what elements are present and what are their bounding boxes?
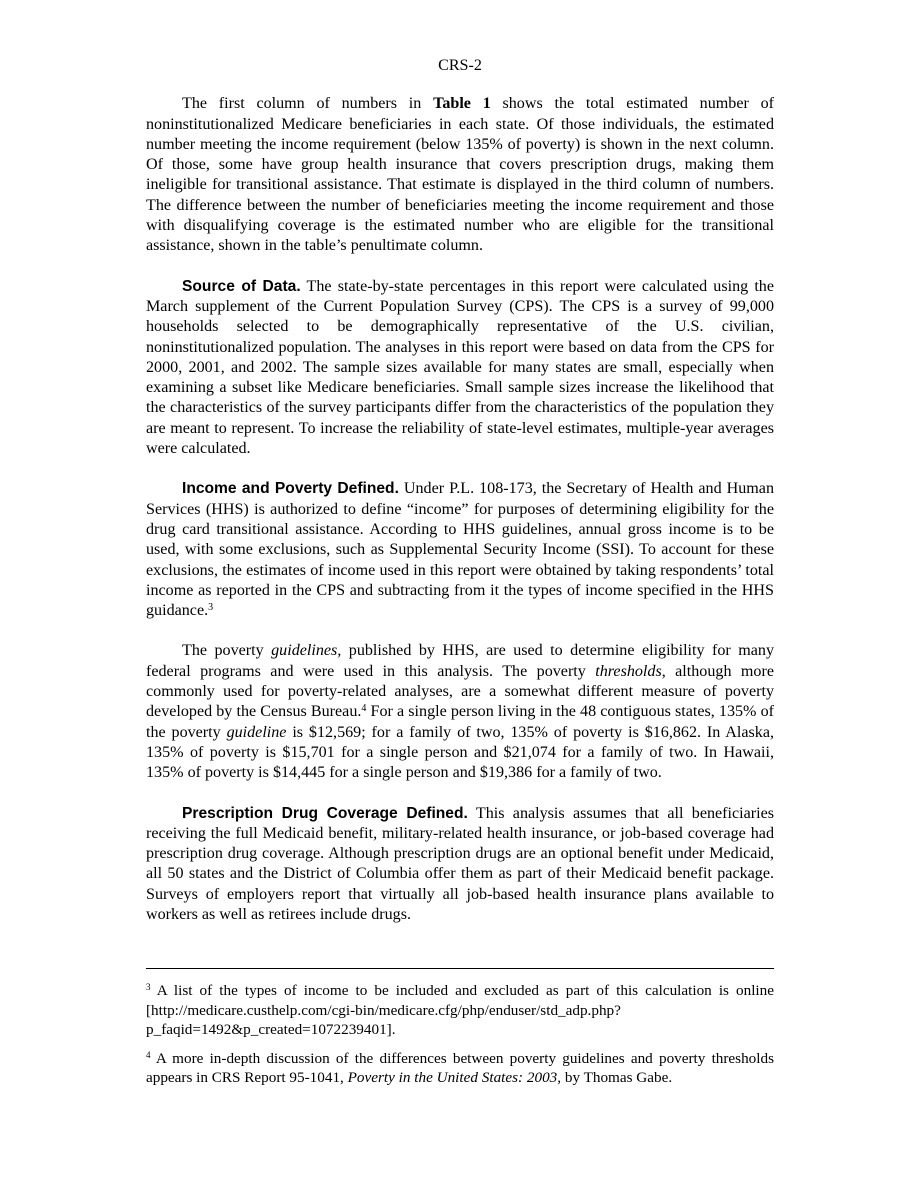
footnote-mark-3: 3: [146, 982, 151, 993]
table-reference: Table 1: [433, 95, 491, 113]
footnote-text: A list of the types of income to be included and excluded as part of this calculation is online [http://medicare.custhelp.com/cgi-bin/medicare.cfg/php/enduser/std_adp.php?p_faqid=1492&p_created=1072239401].: [146, 982, 774, 1039]
text: The first column of numbers in: [182, 95, 434, 113]
footnote-mark-4: 4: [146, 1049, 151, 1060]
footnote-4: [146, 1049, 774, 1088]
text: shows the total estimated number of noninstitutionalized Medicare beneficiaries in each state. Of those individuals, the estimated number meeting the income requirement (below 135% of poverty) is shown in the next column. Of those, some have group health insurance that covers prescription drugs, making them ineligible for transitional assistance. That estimate is displayed in the third column of numbers. The difference between the number of beneficiaries meeting the income requirement and those with disqualifying coverage is the estimated number who are eligible for the transitional assistance, shown in the table’s penultimate column.: [146, 95, 774, 255]
paragraph-prescription-drug-coverage: [146, 804, 774, 926]
footnote-text: A more in-depth discussion of the differences between poverty guidelines and poverty thresholds appears in CRS Report 95-1041,: [146, 1049, 774, 1087]
paragraph-income-poverty-defined: [146, 479, 774, 621]
section-heading-income-poverty: Income and Poverty Defined.: [182, 480, 399, 498]
footnote-text: , by Thomas Gabe.: [557, 1069, 673, 1087]
report-title: Poverty in the United States: 2003: [347, 1069, 558, 1087]
emphasis: guideline: [226, 723, 287, 741]
emphasis: thresholds: [595, 662, 662, 680]
footnote-reference-3[interactable]: 3: [208, 602, 214, 614]
footnote-divider: [146, 968, 774, 969]
text: , although more commonly used for poverty-related analyses, are a somewhat different measure of poverty developed by the Census Bureau.: [146, 662, 774, 721]
text: is $12,569; for a family of two, 135% of poverty is $16,862. In Alaska, 135% of poverty is $15,701 for a single person and $21,074 for a family of two. In Hawaii, 135% of poverty is $14,445 for a single person and $19,386 for a family of two.: [146, 723, 774, 782]
text: Under P.L. 108-173, the Secretary of Health and Human Services (HHS) is authorized to define “income” for purposes of determining eligibility for the drug card transitional assistance. According to HHS guidelines, annual gross income is to be used, with some exclusions, such as Supplemental Security Income (SSI). To account for these exclusions, the estimates of income used in this report were obtained by taking respondents’ total income as reported in the CPS and subtracting from it the types of income specified in the HHS guidance.: [146, 480, 774, 620]
text: This analysis assumes that all beneficiaries receiving the full Medicaid benefit, military-related health insurance, or job-based coverage had prescription drug coverage. Although prescription drugs are an optional benefit under Medicaid, all 50 states and the District of Columbia offer them as part of their Medicaid benefit package. Surveys of employers report that virtually all job-based health insurance plans available to workers as well as retirees include drugs.: [146, 804, 774, 923]
footnote-reference-4[interactable]: 4: [361, 703, 367, 715]
paragraph-source-of-data: [146, 277, 774, 460]
footnote-3: [146, 981, 774, 1040]
text: The poverty: [182, 642, 272, 660]
paragraph-poverty-guidelines: [146, 641, 774, 783]
text: published by HHS, are used to determine eligibility for many federal programs and were used in this analysis. The poverty: [146, 642, 774, 680]
section-heading-prescription-drug-coverage: Prescription Drug Coverage Defined.: [182, 804, 468, 822]
text: For a single person living in the 48 contiguous states, 135% of the poverty: [146, 703, 774, 741]
paragraph-table-description: [146, 94, 774, 256]
section-heading-source-of-data: Source of Data.: [182, 277, 301, 295]
page-number: CRS-2: [438, 57, 482, 74]
emphasis: guidelines,: [271, 642, 342, 660]
text: The state-by-state percentages in this report were calculated using the March supplement of the Current Population Survey (CPS). The CPS is a survey of 99,000 households selected to be demographically representative of the U.S. civilian, noninstitutionalized population. The analyses in this report were based on data from the CPS for 2000, 2001, and 2002. The sample sizes available for many states are small, especially when examining a subset like Medicare beneficiaries. Small sample sizes increase the likelihood that the characteristics of the survey participants differ from the characteristics of the population they are meant to represent. To increase the reliability of state-level estimates, multiple-year averages were calculated.: [146, 277, 775, 458]
document-page: [146, 56, 774, 1097]
